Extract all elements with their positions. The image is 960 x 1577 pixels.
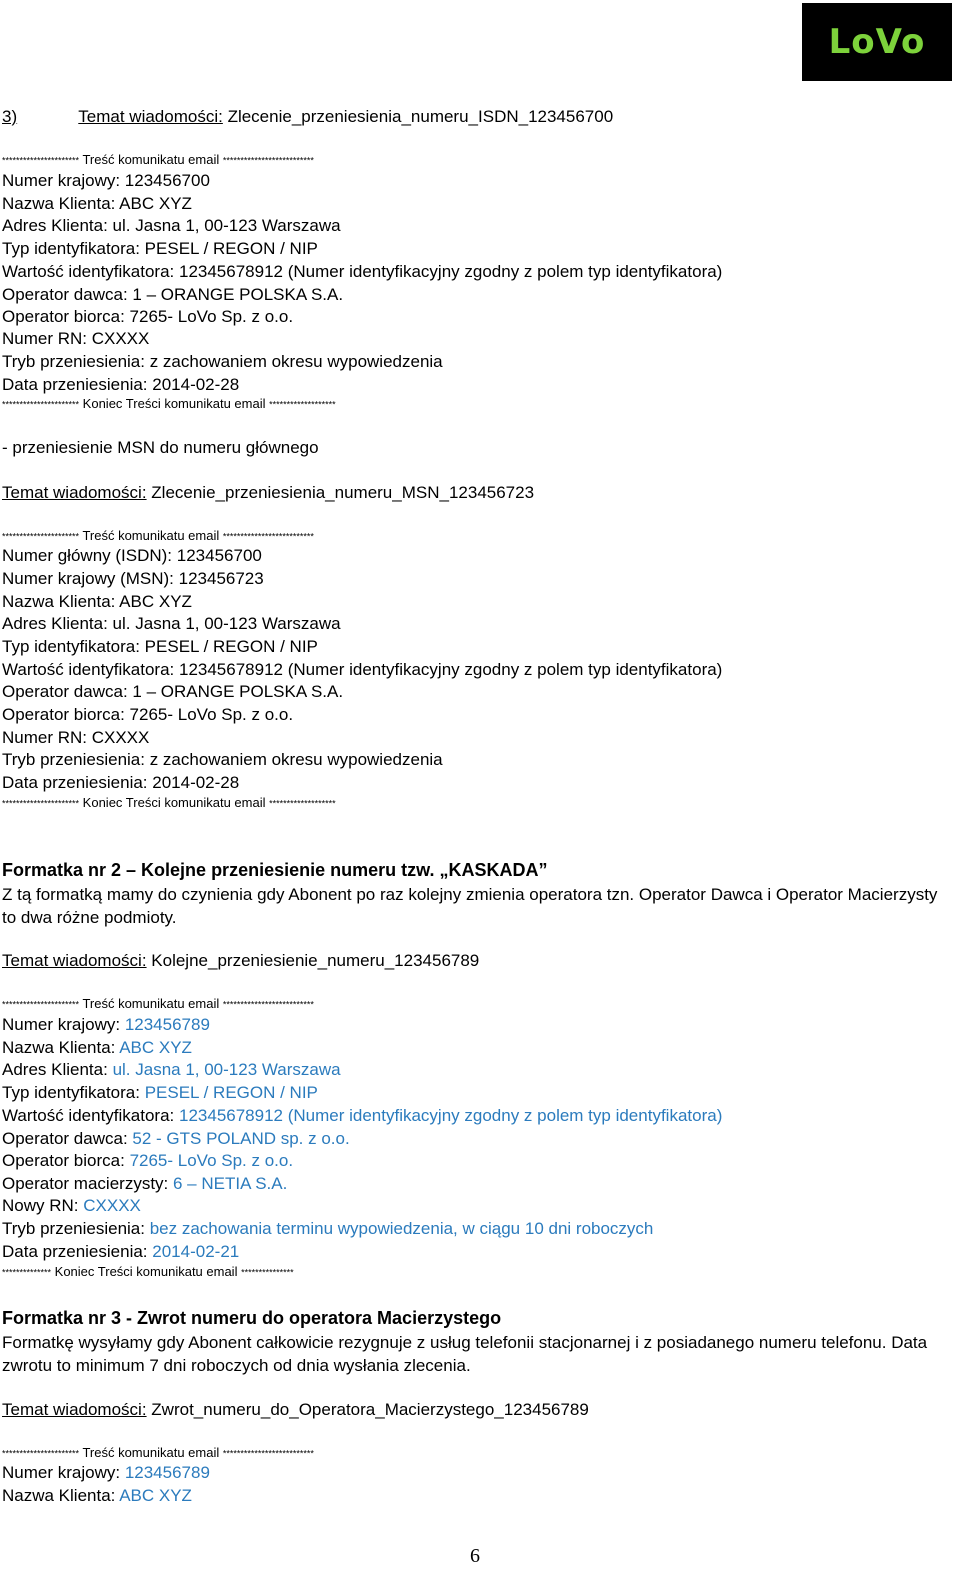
form3-subject-line [2,1399,589,1421]
form2-field: Typ identyfikatora: PESEL / REGON / NIP [2,1083,318,1102]
email2-line: Operator dawca: 1 – ORANGE POLSKA S.A. [2,682,344,701]
form2-title: Formatka nr 2 – Kolejne przeniesienie numeru tzw. „KASKADA” [2,860,548,880]
email2-line: Numer główny (ISDN): 123456700 [2,546,262,565]
msn-heading: - przeniesienie MSN do numeru głównego [2,438,319,457]
item3-subject-value: Zlecenie_przeniesienia_numeru_ISDN_123456700 [222,107,614,126]
email1-line: Tryb przeniesienia: z zachowaniem okresu wypowiedzenia [2,352,443,371]
email2-start-marker: ********************** Treść komunikatu email ************************** [2,528,314,543]
form2-field: Operator macierzysty: 6 – NETIA S.A. [2,1174,288,1193]
form2-subject-line [2,950,479,972]
lovo-logo [802,3,952,81]
email1-line: Nazwa Klienta: ABC XYZ [2,194,192,213]
form3-subject-value: Zwrot_numeru_do_Operatora_Macierzystego_123456789 [146,1400,589,1419]
form2-field: Operator dawca: 52 - GTS POLAND sp. z o.o. [2,1129,350,1148]
email1-line: Wartość identyfikatora: 12345678912 (Numer identyfikacyjny zgodny z polem typ identyfikatora) [2,262,723,281]
email1-end-marker: ********************** Koniec Treści komunikatu email ******************* [2,396,336,411]
form2-field: Nowy RN: CXXXX [2,1196,141,1215]
email2-line: Data przeniesienia: 2014-02-28 [2,773,240,792]
form2-subject-label: Temat wiadomości: [2,951,147,970]
form2-end-marker: ************** Koniec Treści komunikatu email *************** [2,1264,294,1279]
form3-description: Formatkę wysyłamy gdy Abonent całkowicie rezygnuje z usług telefonii stacjonarnej i z posiadanego numeru telefonu. Data zwrotu to minimum 7 dni roboczych od dnia wysłania zlecenia. [2,1333,928,1375]
page-number: 6 [470,1545,480,1567]
email1-line: Operator biorca: 7265- LoVo Sp. z o.o. [2,307,294,326]
item3-subject-label: Temat wiadomości: [78,107,223,126]
form2-subject-value: Kolejne_przeniesienie_numeru_123456789 [146,951,480,970]
email2-end-marker: ********************** Koniec Treści komunikatu email ******************* [2,795,336,810]
item3-subject-line [2,106,613,128]
subject2-label: Temat wiadomości: [2,483,147,502]
email2-line: Typ identyfikatora: PESEL / REGON / NIP [2,637,318,656]
email2-line: Wartość identyfikatora: 12345678912 (Numer identyfikacyjny zgodny z polem typ identyfikatora) [2,660,723,679]
form2-field: Numer krajowy: 123456789 [2,1015,210,1034]
email2-line: Adres Klienta: ul. Jasna 1, 00-123 Warszawa [2,614,341,633]
email1-start-marker: ********************** Treść komunikatu email ************************** [2,152,314,167]
email2-line: Numer krajowy (MSN): 123456723 [2,569,264,588]
email1-line: Typ identyfikatora: PESEL / REGON / NIP [2,239,318,258]
form2-field: Adres Klienta: ul. Jasna 1, 00-123 Warszawa [2,1060,341,1079]
email2-line: Numer RN: CXXXX [2,728,150,747]
item3-number: 3) [2,107,18,126]
email1-line: Operator dawca: 1 – ORANGE POLSKA S.A. [2,285,344,304]
form3-title: Formatka nr 3 - Zwrot numeru do operatora Macierzystego [2,1308,502,1328]
subject2-value: Zlecenie_przeniesienia_numeru_MSN_123456723 [146,483,535,502]
subject2-line [2,482,534,504]
form2-field: Nazwa Klienta: ABC XYZ [2,1038,192,1057]
form2-field: Tryb przeniesienia: bez zachowania terminu wypowiedzenia, w ciągu 10 dni roboczych [2,1219,654,1238]
email2-line: Nazwa Klienta: ABC XYZ [2,592,192,611]
email1-line: Numer RN: CXXXX [2,329,150,348]
email1-line: Data przeniesienia: 2014-02-28 [2,375,240,394]
email1-line: Adres Klienta: ul. Jasna 1, 00-123 Warszawa [2,216,341,235]
form3-field: Numer krajowy: 123456789 [2,1463,210,1482]
form2-field: Operator biorca: 7265- LoVo Sp. z o.o. [2,1151,294,1170]
form3-field: Nazwa Klienta: ABC XYZ [2,1486,192,1505]
form3-subject-label: Temat wiadomości: [2,1400,147,1419]
form3-start-marker: ********************** Treść komunikatu email ************************** [2,1445,314,1460]
form2-field: Data przeniesienia: 2014-02-21 [2,1242,240,1261]
form2-description: Z tą formatką mamy do czynienia gdy Abonent po raz kolejny zmienia operatora tzn. Operator Dawca i Operator Macierzysty to dwa różne podmioty. [2,885,938,927]
email2-line: Operator biorca: 7265- LoVo Sp. z o.o. [2,705,294,724]
email1-line: Numer krajowy: 123456700 [2,171,210,190]
logo-text: LoVo [828,22,926,62]
form2-field: Wartość identyfikatora: 12345678912 (Numer identyfikacyjny zgodny z polem typ identyfikatora) [2,1106,723,1125]
form2-start-marker: ********************** Treść komunikatu email ************************** [2,996,314,1011]
email2-line: Tryb przeniesienia: z zachowaniem okresu wypowiedzenia [2,750,443,769]
